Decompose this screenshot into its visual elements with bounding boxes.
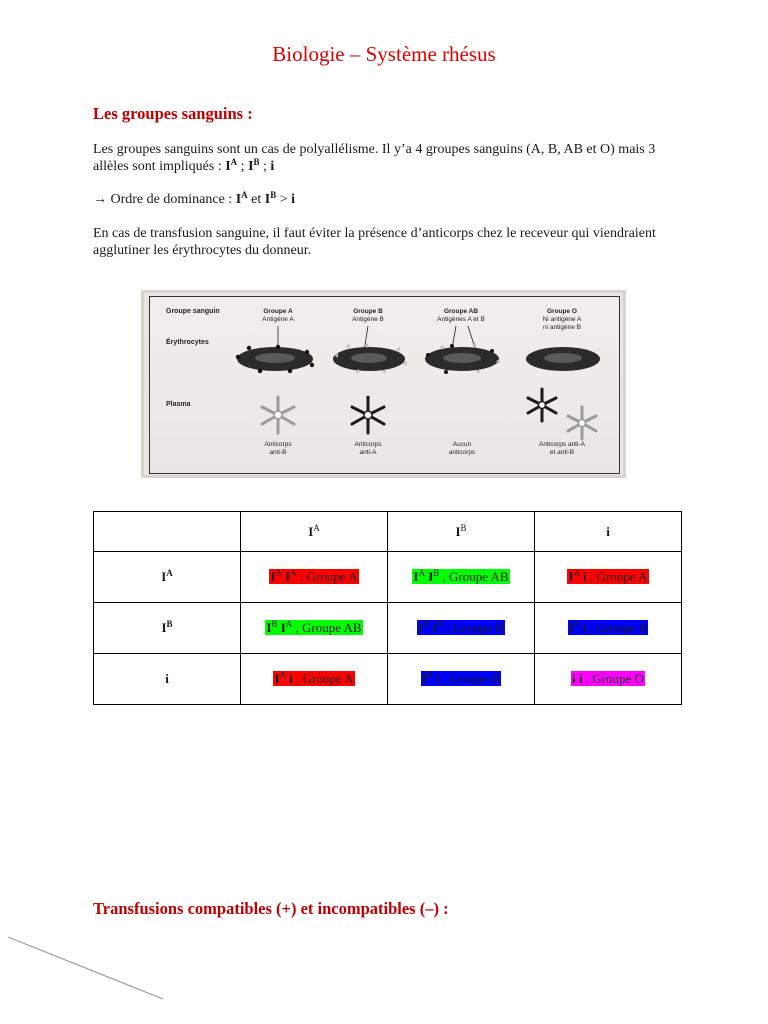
figure-group-label: Groupe B [353,308,383,315]
genotype-i-i: i i , Groupe O [572,671,644,686]
column-header-i: i [535,512,682,552]
figure-row-label-plasma: Plasma [166,401,191,408]
paragraph-dominance: → Ordre de dominance : $I^A$ et $I^B > i$ [93,190,296,207]
genotype-IB-IB: $I^B$ $I^B$ , Groupe B [417,619,505,635]
figure-antigen-label: Antigène A [262,316,294,323]
genotype-IA-i: $I^A$ i , Groupe A [568,568,648,584]
figure-antibody-label: Aucun anticorps [448,441,476,456]
allele-IA: $I^A$ [225,157,238,174]
figure-antibody-label: Anticorps anti-A et anti-B [539,441,585,456]
allele-IB: $I^B$ [264,190,277,207]
figure-group-label: Groupe AB [443,308,479,315]
allele-IB: $I^B$ [248,157,260,174]
column-header-IA: $I^A$ [241,512,388,552]
genotype-IA-i: $I^A$ i , Groupe A [274,670,354,686]
page-title: Biologie – Système rhésus [272,42,496,66]
column-header-IB: $I^B$ [388,512,535,552]
figure-row-label-erythrocytes: Érythrocytes [166,339,209,346]
row-header-IB: $I^B$ [94,603,241,654]
row-header-IA: $I^A$ [94,552,241,603]
figure-antigen-label: Antigène B [352,316,384,323]
genotype-IB-IA: $I^B$ $I^A$ , Groupe AB [266,619,362,635]
section-heading-blood-groups: Les groupes sanguins : [93,104,253,123]
paragraph-transfusion: En cas de transfusion sanguine, il faut éviter la présence d’anticorps chez le receveur qui viendraient agglutiner les érythrocytes du donneur. [93,226,656,258]
paragraph-polyallelism-text: Les groupes sanguins sont un cas de polyallélisme. Il y’a 4 groupes sanguins (A, B, AB et O) mais 3 allèles sont impliqués : [93,142,656,174]
figure-row-label-group: Groupe sanguin [166,308,220,315]
figure-antibody-label: Anticorps anti-B [264,441,292,456]
paragraph-polyallelism: Les groupes sanguins sont un cas de polyallélisme. Il y’a 4 groupes sanguins (A, B, AB et O) mais 3 allèles sont impliqués : $I^A$ ; $I^B$ ; i [93,142,656,174]
figure-group-label: Groupe A [263,308,293,315]
figure-antigen-label: Antigènes A et B [437,316,485,323]
allele-i: i [270,159,275,174]
row-header-i: i [94,654,241,705]
genotype-IA-IA: $I^A$ $I^A$ , Groupe A [270,568,358,584]
figure-antigen-label: Ni antigène A ni antigène B [542,316,582,331]
figure-antibody-label: Anticorps anti-A [354,441,382,456]
genotype-IB-i: $I^B$ i , Groupe B [568,619,648,635]
allele-IA: $I^A$ [235,190,248,207]
genotype-IB-i: $I^B$ i , Groupe B [421,670,501,686]
arrow-icon: → [93,192,107,207]
figure-group-label: Groupe O [547,308,577,315]
section-heading-transfusions: Transfusions compatibles (+) et incompatibles (–) : [93,899,449,918]
allele-i: i [291,192,296,207]
genotype-IA-IB: $I^A$ $I^B$ , Groupe AB [413,568,509,584]
